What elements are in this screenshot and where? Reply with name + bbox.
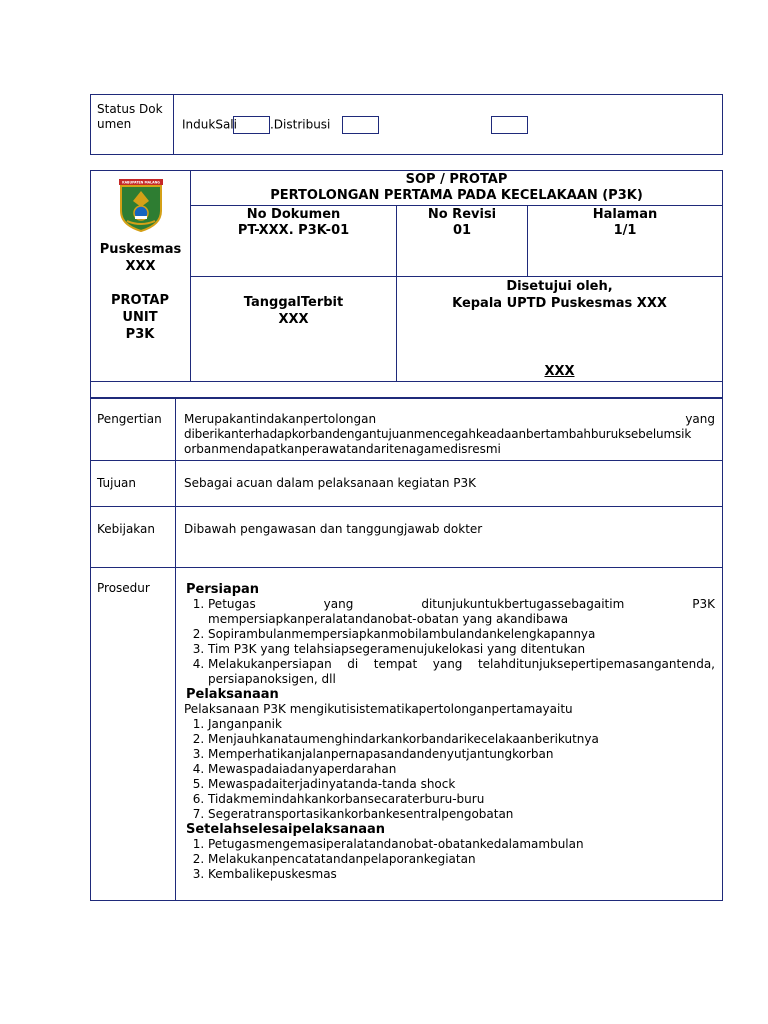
list-item: 2. Melakukanpencatatandanpelaporankegiatan <box>208 852 715 867</box>
pelaksanaan-list <box>184 717 715 822</box>
content-table <box>90 398 723 901</box>
list-item: 2. Sopirambulanmempersiapkanmobilambulandankelengkapannya <box>208 627 715 642</box>
status-salinan: Sali <box>215 117 237 131</box>
org-name: PuskesmasXXX <box>99 242 182 274</box>
date-cell <box>191 277 397 382</box>
revision-number: 01 <box>452 223 472 238</box>
revision-label: No Revisi <box>427 207 497 222</box>
unit-label <box>91 292 189 343</box>
pelaksanaan-title: Pelaksanaan <box>186 687 279 702</box>
logo-cell <box>91 171 191 382</box>
list-item: 4. Mewaspadaiadanyaperdarahan <box>208 762 715 777</box>
pelaksanaan-intro: Pelaksanaan P3K mengikutisistematikapertolonganpertamayaitu <box>184 702 573 716</box>
setelah-list <box>184 837 715 882</box>
approver-title: Kepala UPTD Puskesmas XXX <box>452 296 667 311</box>
list-item: 3. Kembalikepuskesmas <box>208 867 715 882</box>
extra-checkbox[interactable] <box>491 116 528 134</box>
approval-cell <box>397 277 723 382</box>
list-item: 6. Tidakmemindahkankorbansecaraterburu-buru <box>208 792 715 807</box>
persiapan-4b: persiapanoksigen, dll <box>208 672 336 686</box>
distribusi-checkbox[interactable] <box>342 116 379 134</box>
list-item: 2. Menjauhkanataumenghindarkankorbandarikecelakaanberikutnya <box>208 732 715 747</box>
pengertian-line1-a: Merupakantindakanpertolongan <box>184 412 377 426</box>
persiapan-list <box>184 597 715 687</box>
pengertian-line3: orbanmendapatkanperawatandaritenagamedisresmi <box>184 442 501 456</box>
list-item: 1. Petugasmengemasiperalatandanobat-obatankedalamambulan <box>208 837 715 852</box>
list-item: 5. Mewaspadaiterjadinyatanda-tanda shock <box>208 777 715 792</box>
doc-type: SOP / PROTAP <box>405 172 508 187</box>
revision-cell <box>397 206 528 277</box>
doc-number-cell <box>191 206 397 277</box>
list-item <box>208 657 715 687</box>
list-item: 3. Memperhatikanjalanpernapasandandenyutjantungkorban <box>208 747 715 762</box>
status-options <box>174 95 723 155</box>
list-item: 3. Tim P3K yang telahsiapsegeramenujukelokasi yang ditentukan <box>208 642 715 657</box>
logo-text: KABUPATEN MALANG <box>121 180 160 185</box>
pengertian-label: Pengertian <box>91 399 176 461</box>
header-table <box>90 170 723 382</box>
doc-title: PERTOLONGAN PERTAMA PADA KECELAKAAN (P3K) <box>270 188 643 203</box>
status-table <box>90 94 723 155</box>
kebijakan-label: Kebijakan <box>91 507 176 568</box>
list-item: 7. Segeratransportasikankorbankesentralpengobatan <box>208 807 715 822</box>
kebijakan-text: Dibawah pengawasan dan tanggungjawab dokter <box>176 507 723 568</box>
date-label: TanggalTerbit <box>243 295 344 310</box>
approver-name: XXX <box>544 364 575 379</box>
page-label: Halaman <box>592 207 658 222</box>
list-item: 1. Janganpanik <box>208 717 715 732</box>
pengertian-text <box>176 399 723 461</box>
persiapan-1a: 1. Petugas yang ditunjukuntukbertugassebagaitim P3K <box>208 597 715 611</box>
status-label: Status Dokumen <box>91 95 174 155</box>
prosedur-label: Prosedur <box>91 568 176 901</box>
unit-text: PROTAP UNIT P3K <box>110 293 170 342</box>
pengertian-line2: diberikanterhadapkorbandengantujuanmencegahkeadaanbertambahburuksebelumsik <box>184 427 692 441</box>
tujuan-label: Tujuan <box>91 461 176 507</box>
page-cell <box>528 206 723 277</box>
tujuan-text: Sebagai acuan dalam pelaksanaan kegiatan P3K <box>176 461 723 507</box>
salinan-checkbox[interactable] <box>233 116 270 134</box>
doc-number-label: No Dokumen <box>246 207 341 222</box>
status-distribusi: .Distribusi <box>269 117 331 131</box>
pengertian-line1-b: yang <box>685 412 715 426</box>
date-value: XXX <box>278 312 309 327</box>
kabupaten-logo-icon <box>113 177 169 233</box>
list-item <box>208 597 715 627</box>
setelah-title: Setelahselesaipelaksanaan <box>186 822 386 837</box>
approved-label: Disetujui oleh, <box>506 279 613 294</box>
header-spacer <box>90 382 723 398</box>
persiapan-title: Persiapan <box>186 582 260 597</box>
status-induk: Induk <box>182 117 216 131</box>
prosedur-body <box>176 568 723 901</box>
title-cell <box>191 171 723 206</box>
page-number: 1/1 <box>613 223 637 238</box>
persiapan-4a: 4. Melakukanpersiapan di tempat yang telahditunjuksepertipemasangantenda, <box>208 657 715 671</box>
persiapan-1b: mempersiapkanperalatandanobat-obatan yang akandibawa <box>208 612 569 626</box>
doc-number: PT-XXX. P3K-01 <box>237 223 350 238</box>
